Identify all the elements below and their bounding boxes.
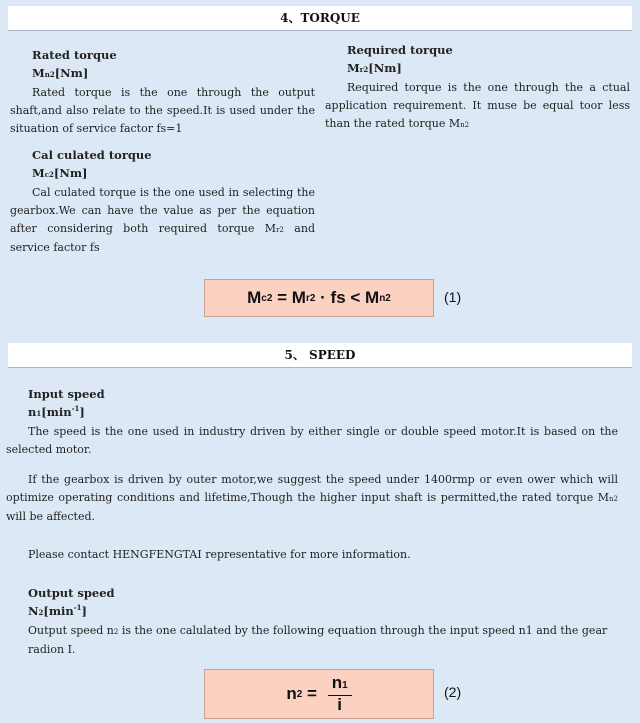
speed-formula-box: n 2 = $\frac{n1}{i}$ (204, 669, 434, 719)
calculated-torque-heading: Cal culated torque (32, 148, 152, 162)
rated-torque-block (10, 46, 315, 138)
rated-torque-text: Rated torque is the one through the output shaft,and also relate to the speed.It is used under the situation of service factor fs=1 (10, 86, 315, 135)
input-speed-paragraph-2: If the gearbox is driven by outer motor,we suggest the speed under 1400rmp or even ower which will optimize operating conditions and lifetime,Though the higher input shaft is permitted,the rated torque Mn2 will be affected. (6, 473, 618, 523)
output-speed-block (6, 584, 618, 659)
input-speed-block (6, 385, 618, 564)
input-speed-symbol: $n1[\min^{-1}]$ (28, 404, 85, 419)
calculated-torque-block (10, 146, 315, 257)
output-speed-heading: Output speed (28, 586, 115, 600)
input-speed-paragraph-1: The speed is the one used in industry driven by either single or double speed motor.It is based on the selected motor. (6, 425, 618, 456)
calculated-torque-text: Cal culated torque is the one used in selecting the gearbox.We can have the value as per the equation after considering both required torque Mr2 and service factor fs (10, 186, 315, 254)
input-speed-heading: Input speed (28, 387, 105, 401)
torque-formula-box: M c2 = M r2 · fs < M n2 (204, 279, 434, 317)
contact-note: Please contact HENGFENGTAI representative for more information. (28, 548, 411, 561)
torque-section-header (8, 6, 632, 31)
calculated-torque-symbol: Mc2[Nm] (32, 166, 88, 180)
speed-section-title: 5、 SPEED (284, 348, 356, 362)
torque-formula-number: (1) (444, 289, 462, 305)
required-torque-block (325, 41, 630, 134)
rated-torque-heading: Rated torque (32, 48, 117, 62)
output-speed-text: Output speed n2 is the one calulated by the following equation through the input speed n1 and the gear radion I. (28, 624, 608, 656)
speed-section-header (8, 343, 632, 368)
output-speed-symbol: $N2[\min^{-1}]$ (28, 603, 87, 618)
required-torque-symbol: Mr2[Nm] (347, 61, 402, 75)
torque-section-title: 4、TORQUE (280, 11, 360, 25)
required-torque-text: Required torque is the one through the a ctual application requirement. It muse be equal toor less than the rated torque Mn2 (325, 81, 630, 130)
required-torque-heading: Required torque (347, 43, 453, 57)
speed-fraction: $\frac{n1}{i}$ (328, 674, 352, 714)
speed-formula-number: (2) (444, 684, 462, 700)
rated-torque-symbol: Mn2[Nm] (32, 66, 89, 80)
